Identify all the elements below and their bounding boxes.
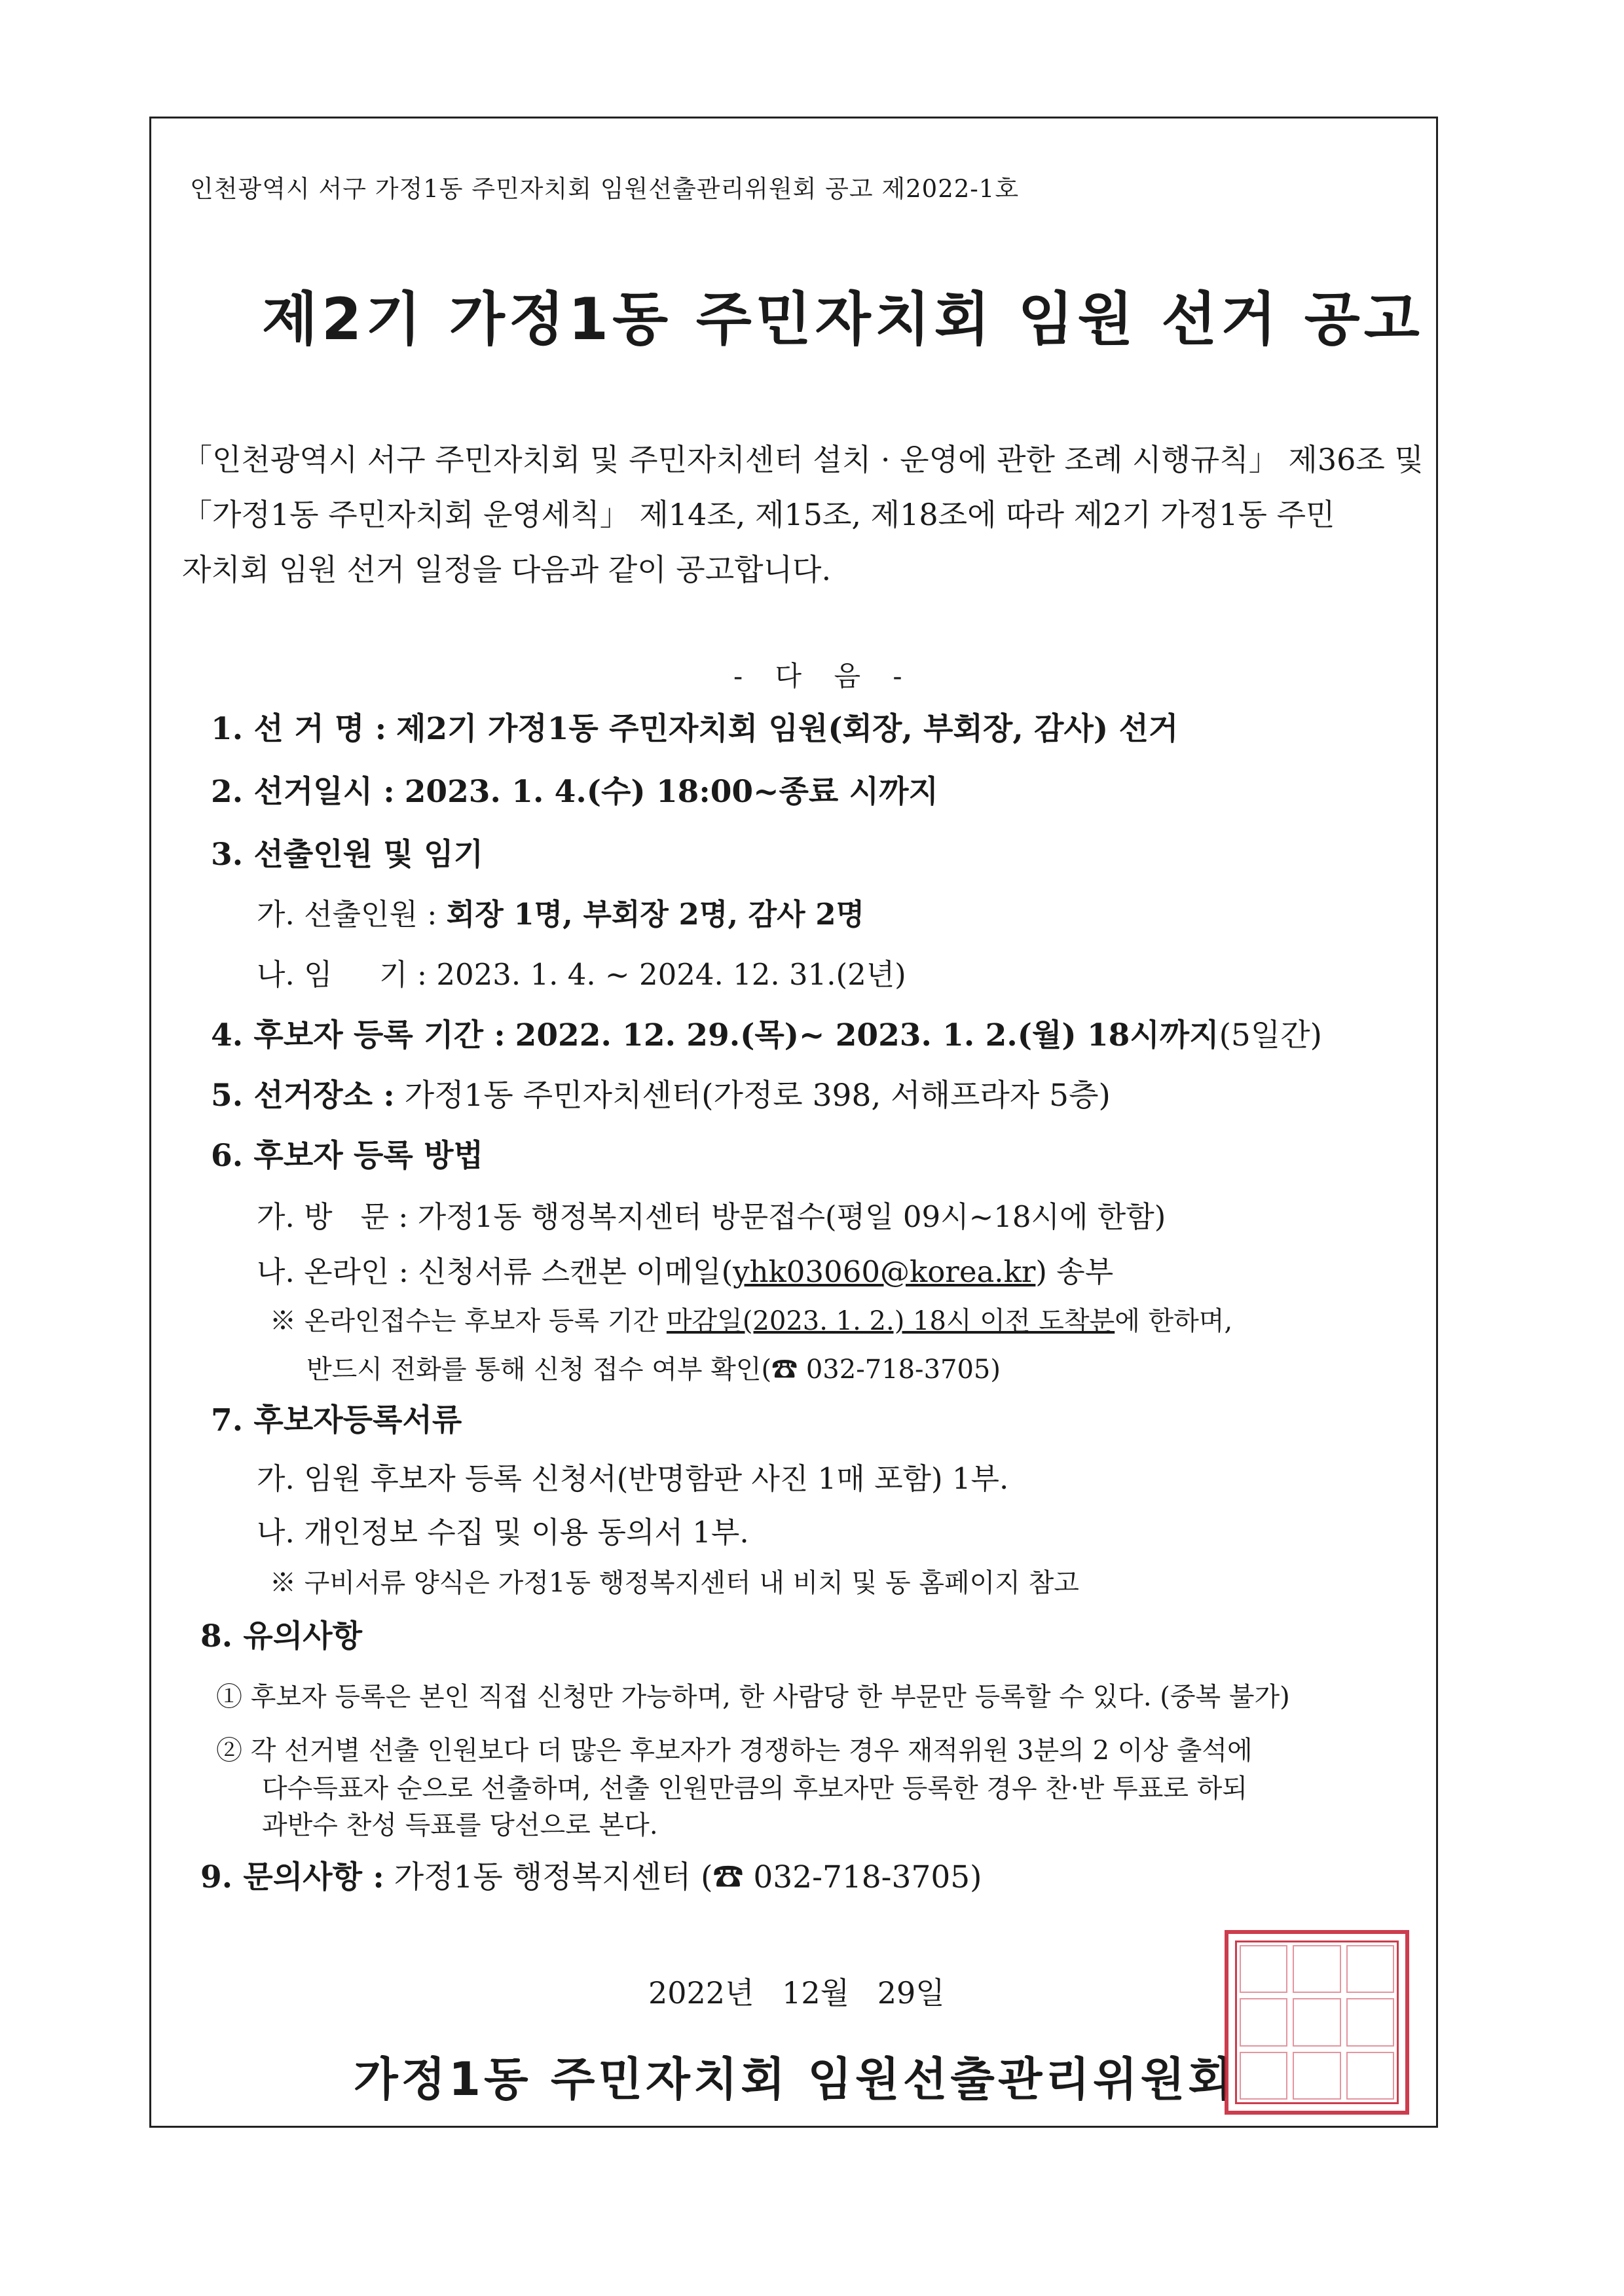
sub-item-value: 회장 1명, 부회장 2명, 감사 2명 (446, 897, 865, 932)
note-text: 에 한하며, (1115, 1306, 1233, 1336)
item-documents (211, 1396, 462, 1440)
item-suffix: (5일간) (1219, 1017, 1322, 1053)
section-divider-label: - 다 음 - (733, 660, 914, 692)
sub-item-term (257, 951, 906, 993)
note-text: ※ 온라인접수는 후보자 등록 기간 (270, 1306, 667, 1336)
item-registration-method (211, 1131, 483, 1175)
item-value: 가정1동 행정복지센터 (☎ 032-718-3705) (394, 1859, 982, 1895)
item-value: 가정1동 주민자치센터(가정로 398, 서해프라자 5층) (404, 1078, 1111, 1114)
precaution-2: ② 각 선거별 선출 인원보다 더 많은 후보자가 경쟁하는 경우 재적위원 3분의 2 이상 출석에 (216, 1736, 1253, 1766)
sub-item-label: 가. 선출인원 : (257, 897, 437, 932)
item-label: 5. 선거장소 : (211, 1078, 395, 1114)
precaution-2-line: 다수득표자 순으로 선출하며, 선출 인원만큼의 후보자만 등록한 경우 찬·반 투표로 하되 (262, 1774, 1247, 1804)
item-precautions (200, 1612, 362, 1656)
sub-item-seats (257, 890, 864, 933)
item-label: 1. 선 거 명 : (211, 711, 387, 747)
sub-item-text: 나. 온라인 : 신청서류 스캔본 이메일( (257, 1254, 733, 1289)
item-registration-period (211, 1011, 1322, 1055)
sub-item-online (257, 1248, 1113, 1290)
sub-item-application: 가. 임원 후보자 등록 신청서(반명함판 사진 1매 포함) 1부. (257, 1461, 1009, 1496)
page-title: 제2기 가정1동 주민자치회 임원 선거 공고 (262, 285, 1424, 353)
item-label: 3. 선출인원 및 임기 (211, 837, 483, 873)
item-inquiries (200, 1853, 982, 1897)
intro-paragraph (182, 432, 1459, 597)
item-election-date (211, 767, 938, 811)
item-label: 6. 후보자 등록 방법 (211, 1138, 483, 1174)
note-deadline: 마감일(2023. 1. 2.) 18시 이전 도착분 (666, 1306, 1115, 1336)
sub-item-text: ) 송부 (1035, 1254, 1114, 1289)
item-label: 7. 후보자등록서류 (211, 1402, 462, 1438)
issuing-organization: 가정1동 주민자치회 임원선출관리위원회 (354, 2052, 1236, 2106)
sub-item-label: 나. 임 기 : (257, 957, 428, 992)
intro-line: 자치회 임원 선거 일정을 다음과 같이 공고합니다. (182, 552, 832, 587)
online-note (270, 1300, 1232, 1338)
item-value: 제2기 가정1동 주민자치회 임원(회장, 부회장, 감사) 선거 (396, 711, 1179, 747)
item-value: 2022. 12. 29.(목)~ 2023. 1. 2.(월) 18시까지 (515, 1017, 1219, 1053)
documents-note: ※ 구비서류 양식은 가정1동 행정복지센터 내 비치 및 동 홈페이지 참고 (270, 1568, 1079, 1598)
intro-line: 「가정1동 주민자치회 운영세칙」 제14조, 제15조, 제18조에 따라 제2기 가정1동 주민 (182, 497, 1335, 532)
item-label: 8. 유의사항 (200, 1618, 363, 1654)
item-seats-term (211, 830, 483, 874)
online-note-line2: 반드시 전화를 통해 신청 접수 여부 확인(☎ 032-718-3705) (306, 1355, 1001, 1385)
sub-item-value: 2023. 1. 4. ~ 2024. 12. 31.(2년) (436, 957, 906, 992)
item-election-name (211, 704, 1178, 748)
item-value: 2023. 1. 4.(수) 18:00~종료 시까지 (404, 774, 938, 810)
item-label: 2. 선거일시 : (211, 774, 395, 810)
intro-line: 「인천광역시 서구 주민자치회 및 주민자치센터 설치 · 운영에 관한 조례 시행규칙」 제36조 및 (182, 442, 1424, 477)
sub-item-consent: 나. 개인정보 수집 및 이용 동의서 1부. (257, 1515, 749, 1550)
item-label: 4. 후보자 등록 기간 : (211, 1017, 506, 1053)
precaution-1: ① 후보자 등록은 본인 직접 신청만 가능하며, 한 사람당 한 부문만 등록할 수 있다. (중복 불가) (216, 1682, 1290, 1712)
precaution-2-line: 과반수 찬성 득표를 당선으로 본다. (262, 1810, 658, 1840)
item-label: 9. 문의사항 : (200, 1859, 384, 1895)
official-seal-icon (1225, 1930, 1409, 2115)
item-election-place (211, 1071, 1111, 1115)
notice-number: 인천광역시 서구 가정1동 주민자치회 임원선출관리위원회 공고 제2022-1호 (190, 175, 1020, 203)
sub-item-visit: 가. 방 문 : 가정1동 행정복지센터 방문접수(평일 09시~18시에 한함) (257, 1199, 1166, 1234)
email-link[interactable]: yhk03060@korea.kr (733, 1254, 1036, 1289)
announcement-date: 2022년 12월 29일 (648, 1975, 945, 2011)
